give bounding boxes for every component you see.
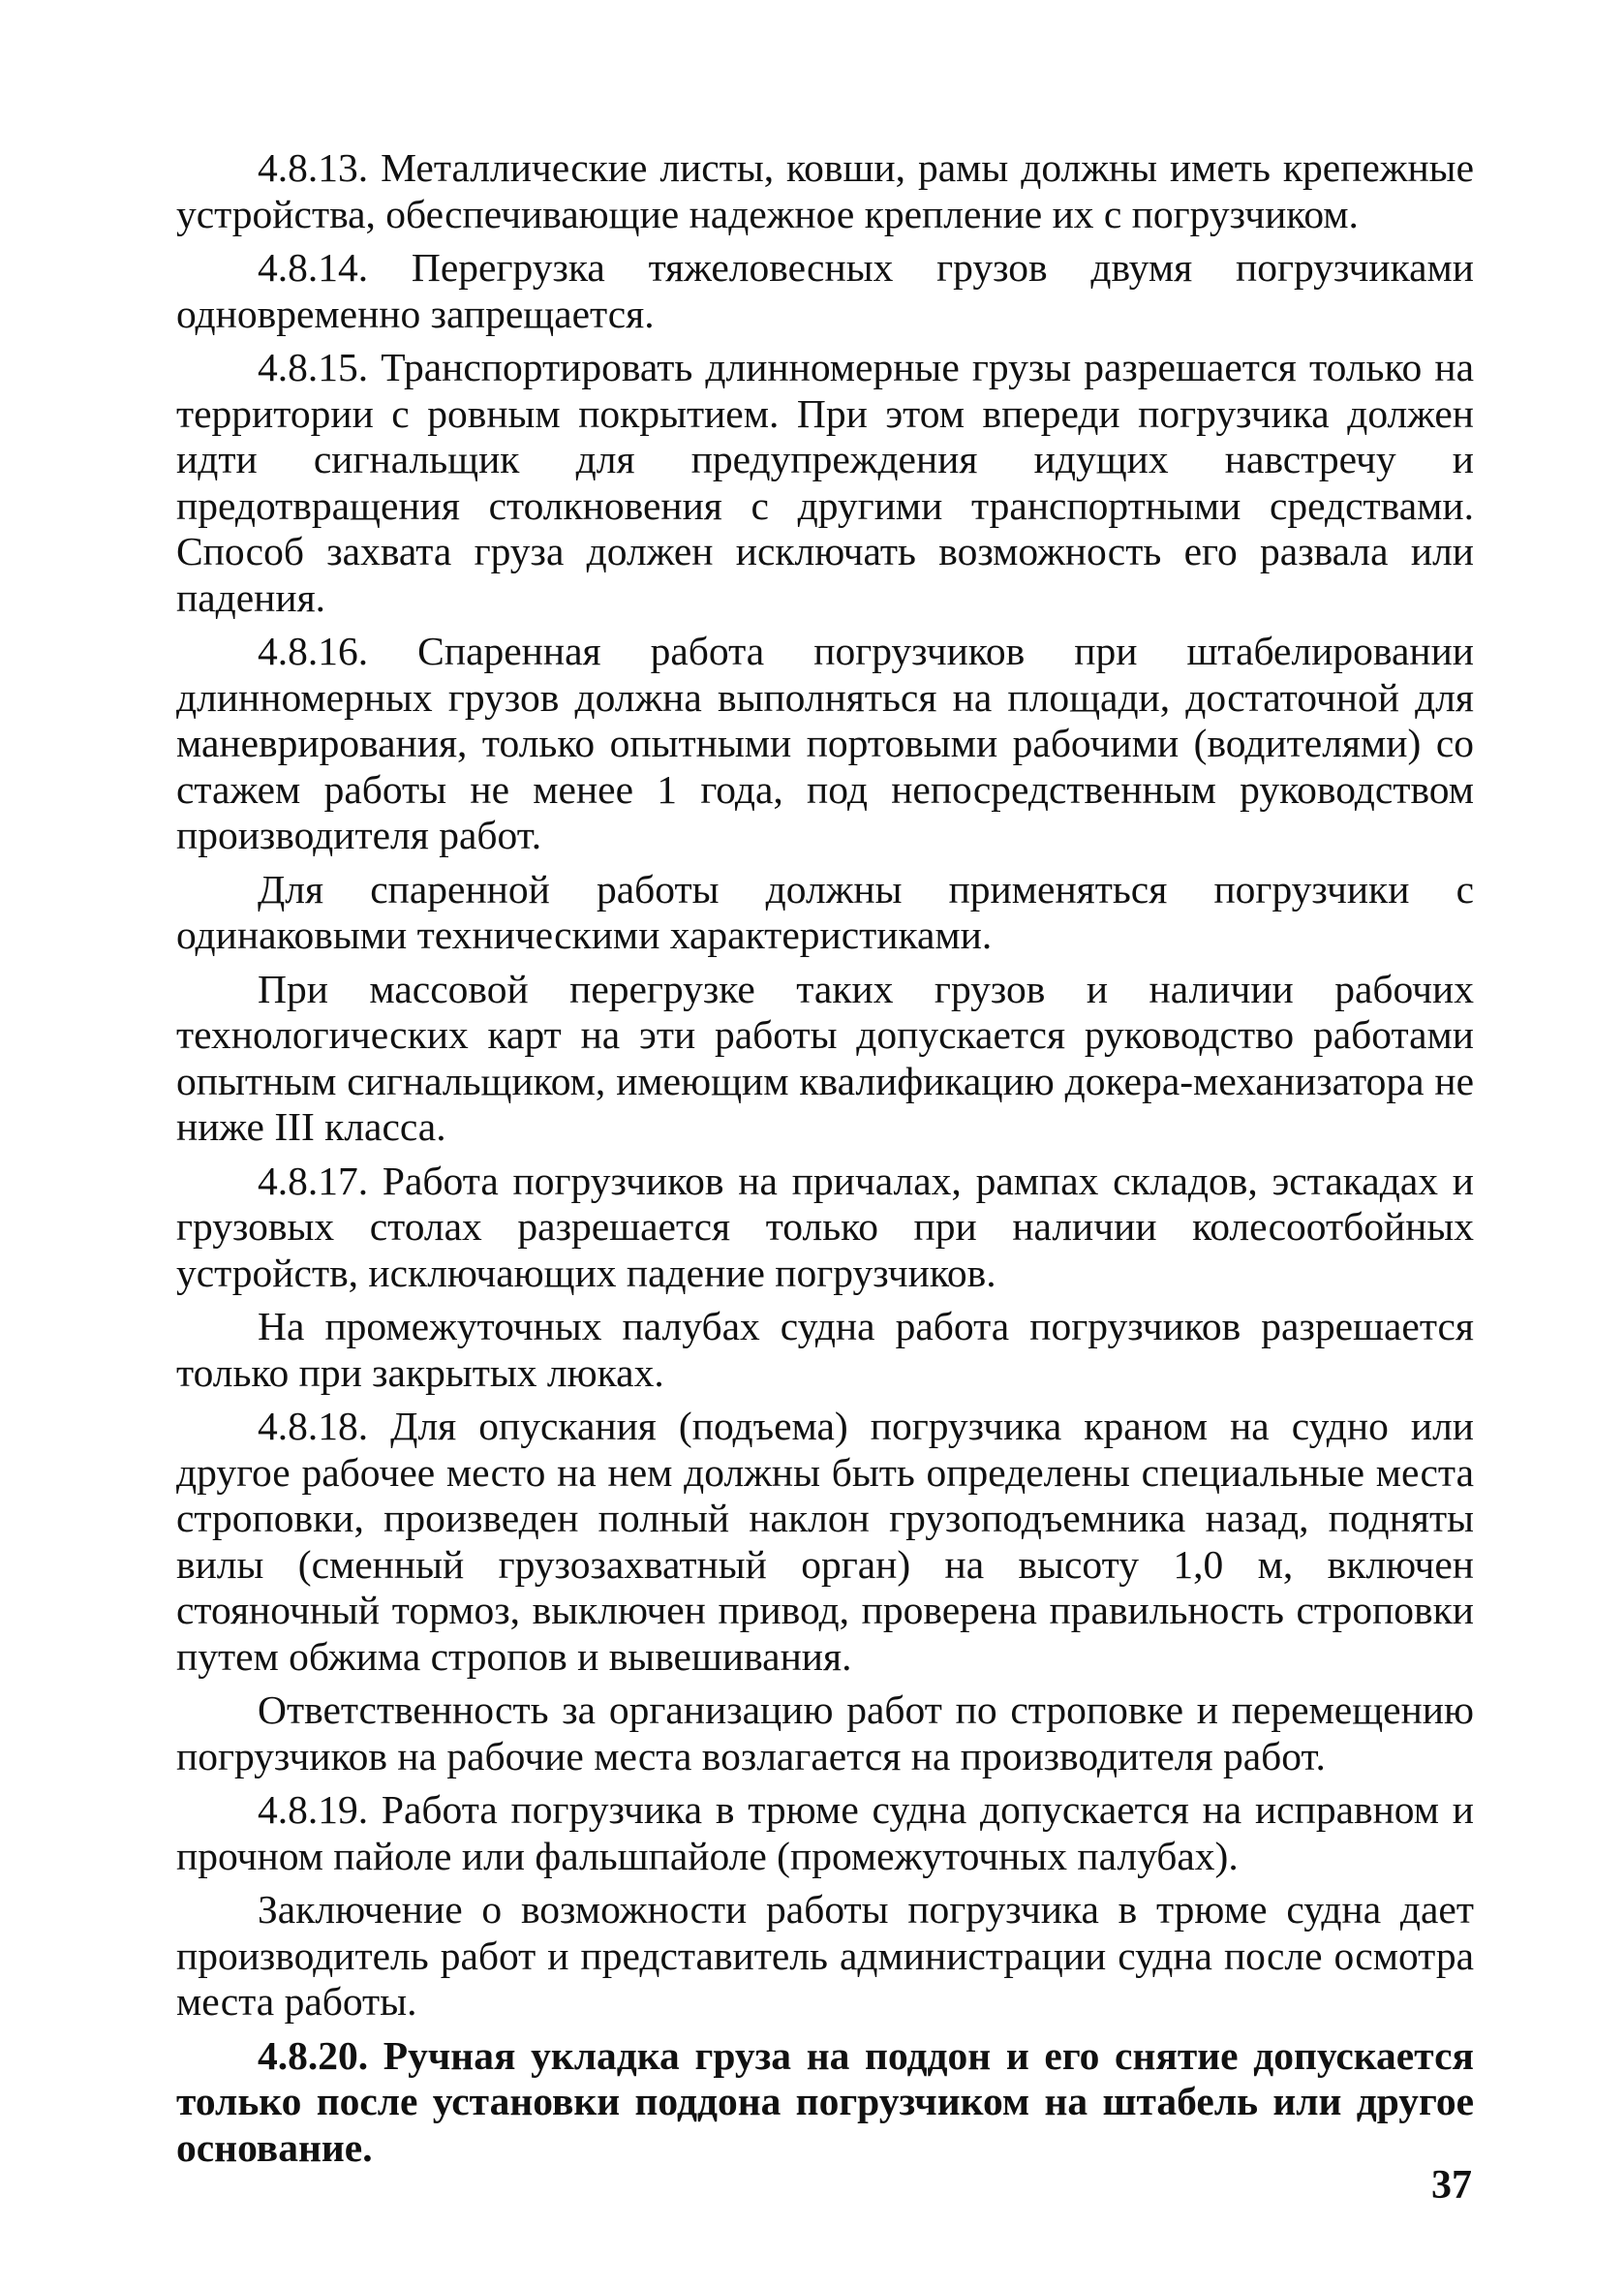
paragraph-4-8-16: 4.8.16. Спаренная работа погрузчиков при штабелировании длинномерных грузов должна выполняться на площади, достаточной для маневрирования, только опытными портовыми рабочими (водителями) со стажем работы не менее 1 года, под непосредственным руководством производителя работ. <box>176 629 1474 857</box>
paragraph-4-8-15: 4.8.15. Транспортировать длинномерные грузы разрешается только на территории с ровным покрытием. При этом впереди погрузчика должен идти сигнальщик для предупреждения идущих навстречу и предотвращения столкновения с другими транспортными средствами. Способ захвата груза должен исключать возможность его развала или падения. <box>176 345 1474 620</box>
paragraph-responsibility: Ответственность за организацию работ по строповке и перемещению погрузчиков на рабочие места возлагается на производителя работ. <box>176 1687 1474 1779</box>
paragraph-4-8-14: 4.8.14. Перегрузка тяжеловесных грузов двумя погрузчиками одновременно запрещается. <box>176 245 1474 336</box>
page-number: 37 <box>1431 2163 1472 2208</box>
paragraph-intermediate-decks: На промежуточных палубах судна работа погрузчиков разрешается только при закрытых люках. <box>176 1304 1474 1395</box>
paragraph-4-8-17: 4.8.17. Работа погрузчиков на причалах, рампах складов, эстакадах и грузовых столах разрешается только при наличии колесоотбойных устройств, исключающих падение погрузчиков. <box>176 1158 1474 1295</box>
paragraph-4-8-18: 4.8.18. Для опускания (подъема) погрузчика краном на судно или другое рабочее место на нем должны быть определены специальные места строповки, произведен полный наклон грузоподъемника назад, подняты вилы (сменный грузозахватный орган) на высоту 1,0 м, включен стояночный тормоз, выключен привод, проверена правильность строповки путем обжима стропов и вывешивания. <box>176 1404 1474 1679</box>
document-page <box>176 145 1474 2171</box>
paragraph-4-8-20: 4.8.20. Ручная укладка груза на поддон и его снятие допускается только после установки поддона погрузчиком на штабель или другое основание. <box>176 2032 1474 2170</box>
paragraph-mass-handling: При массовой перегрузке таких грузов и наличии рабочих технологических карт на эти работы допускается руководство работами опытным сигнальщиком, имеющим квалификацию докера-механизатора не ниже III класса. <box>176 966 1474 1149</box>
paragraph-4-8-19: 4.8.19. Работа погрузчика в трюме судна допускается на исправном и прочном пайоле или фальшпайоле (промежуточных палубах). <box>176 1787 1474 1878</box>
paragraph-paired-work: Для спаренной работы должны применяться погрузчики с одинаковыми техническими характеристиками. <box>176 866 1474 957</box>
paragraph-4-8-13: 4.8.13. Металлические листы, ковши, рамы должны иметь крепежные устройства, обеспечивающие надежное крепление их с погрузчиком. <box>176 145 1474 236</box>
paragraph-conclusion: Заключение о возможности работы погрузчика в трюме судна дает производитель работ и представитель администрации судна после осмотра места работы. <box>176 1887 1474 2024</box>
